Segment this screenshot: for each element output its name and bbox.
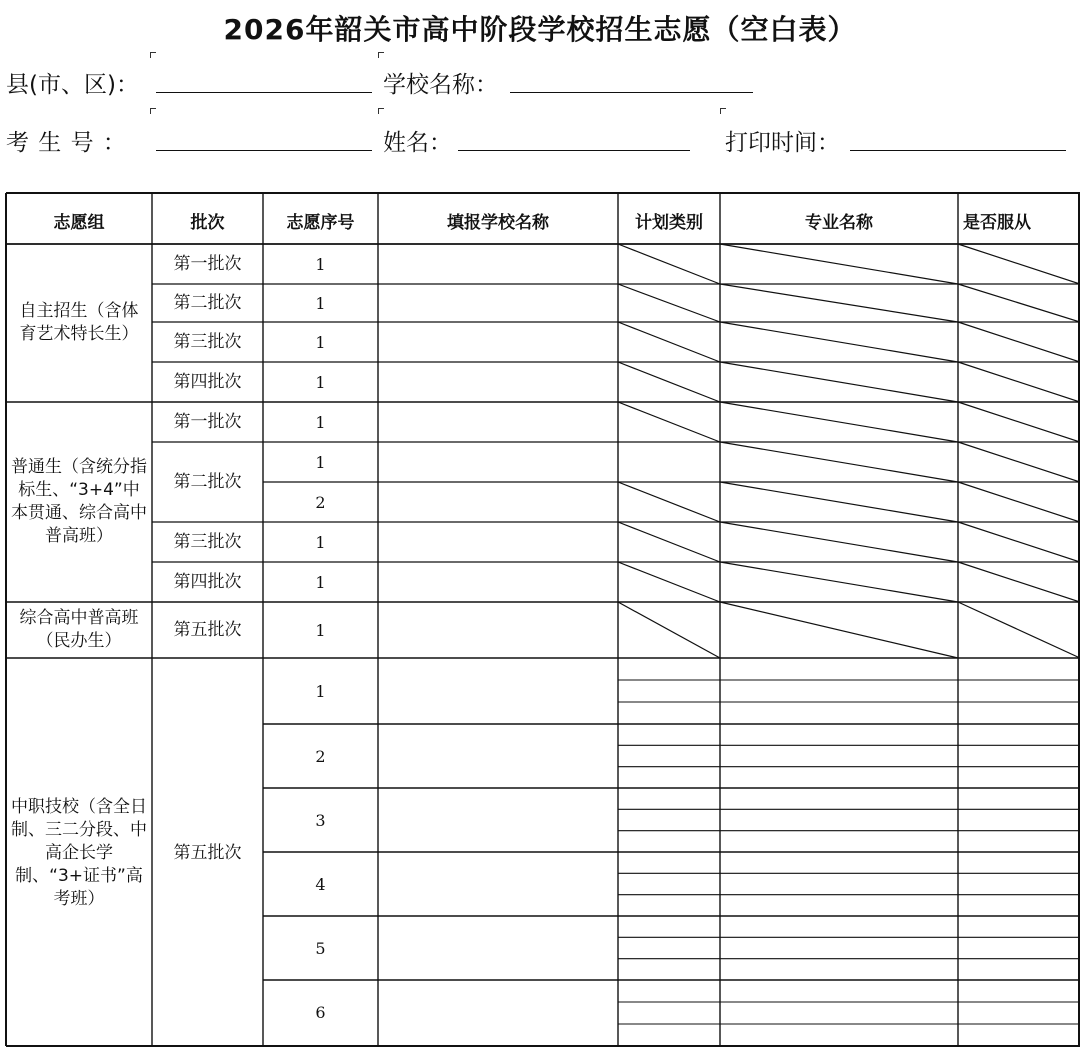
batch-cell: 第一批次 — [173, 253, 242, 274]
choice-number: 1 — [315, 452, 326, 472]
choice-number: 1 — [315, 681, 326, 701]
form-title: 2026年韶关市高中阶段学校招生志愿（空白表） — [223, 13, 857, 46]
county-label: 县(市、区)： — [6, 72, 139, 98]
strike-line — [720, 284, 958, 322]
choice-number: 1 — [315, 572, 326, 592]
group-autonomous-enrollment: 自主招生（含体育艺术特长生） — [19, 301, 139, 344]
choice-number: 1 — [315, 532, 326, 552]
choice-number: 6 — [315, 1002, 326, 1022]
choice-number: 1 — [315, 332, 326, 352]
choice-number: 5 — [315, 938, 326, 958]
choice-number: 3 — [315, 810, 326, 830]
strike-line — [720, 562, 958, 602]
strike-line — [618, 482, 720, 522]
header-obey-adjustment: 是否服从 — [963, 213, 1031, 233]
strike-line — [618, 562, 720, 602]
header-plan-category: 计划类别 — [635, 213, 703, 233]
batch-cell: 第四批次 — [173, 371, 242, 392]
strike-line — [958, 284, 1080, 322]
batch-cell: 第一批次 — [173, 411, 242, 432]
batch-cell: 第三批次 — [173, 331, 242, 352]
strike-line — [618, 244, 720, 284]
print-time-label: 打印时间： — [725, 130, 840, 156]
batch-cell: 第三批次 — [173, 531, 242, 552]
group-vocational-schools: 中职技校（含全日制、三二分段、中高企长学制、“3+证书”高考班） — [11, 796, 147, 909]
group-private-students: 综合高中普高班（民办生） — [19, 608, 139, 651]
strike-line — [618, 522, 720, 562]
strike-line — [958, 402, 1080, 442]
strike-line — [720, 482, 958, 522]
student-name-label: 姓名： — [383, 130, 452, 156]
strike-line — [958, 482, 1080, 522]
header-school-name: 填报学校名称 — [447, 213, 549, 233]
group-regular-students: 普通生（含统分指标生、“3+4”中本贯通、综合高中普高班） — [11, 457, 147, 546]
strike-line — [720, 362, 958, 402]
strike-line — [720, 322, 958, 362]
choice-number: 1 — [315, 620, 326, 640]
choice-number: 4 — [315, 874, 326, 894]
choice-number: 1 — [315, 293, 326, 313]
strike-line — [618, 402, 720, 442]
strike-line — [958, 244, 1080, 284]
strike-line — [618, 602, 720, 658]
strike-line — [720, 602, 958, 658]
strike-line — [958, 562, 1080, 602]
strike-line — [958, 362, 1080, 402]
strike-line — [618, 322, 720, 362]
header-major-name: 专业名称 — [805, 213, 873, 233]
exam-number-label: 考 生 号 ： — [6, 130, 127, 156]
header-batch: 批次 — [190, 213, 225, 233]
batch-cell: 第五批次 — [173, 619, 242, 640]
choice-number: 2 — [315, 746, 326, 766]
choice-number: 1 — [315, 412, 326, 432]
batch-cell: 第五批次 — [173, 842, 242, 863]
strike-line — [958, 602, 1080, 658]
strike-line — [618, 284, 720, 322]
batch-cell: 第四批次 — [173, 571, 242, 592]
batch-cell: 第二批次 — [173, 292, 242, 313]
strike-line — [958, 522, 1080, 562]
batch-cell: 第二批次 — [173, 471, 242, 492]
header-group: 志愿组 — [53, 213, 105, 233]
school-label: 学校名称： — [383, 72, 498, 98]
header-choice-number: 志愿序号 — [286, 213, 355, 233]
strike-line — [720, 522, 958, 562]
strike-line — [958, 442, 1080, 482]
strike-line — [958, 322, 1080, 362]
strike-line — [618, 362, 720, 402]
choice-number: 1 — [315, 372, 326, 392]
strike-line — [720, 402, 958, 442]
choice-number: 2 — [315, 492, 326, 512]
strike-line — [720, 442, 958, 482]
choice-number: 1 — [315, 254, 326, 274]
strike-line — [720, 244, 958, 284]
